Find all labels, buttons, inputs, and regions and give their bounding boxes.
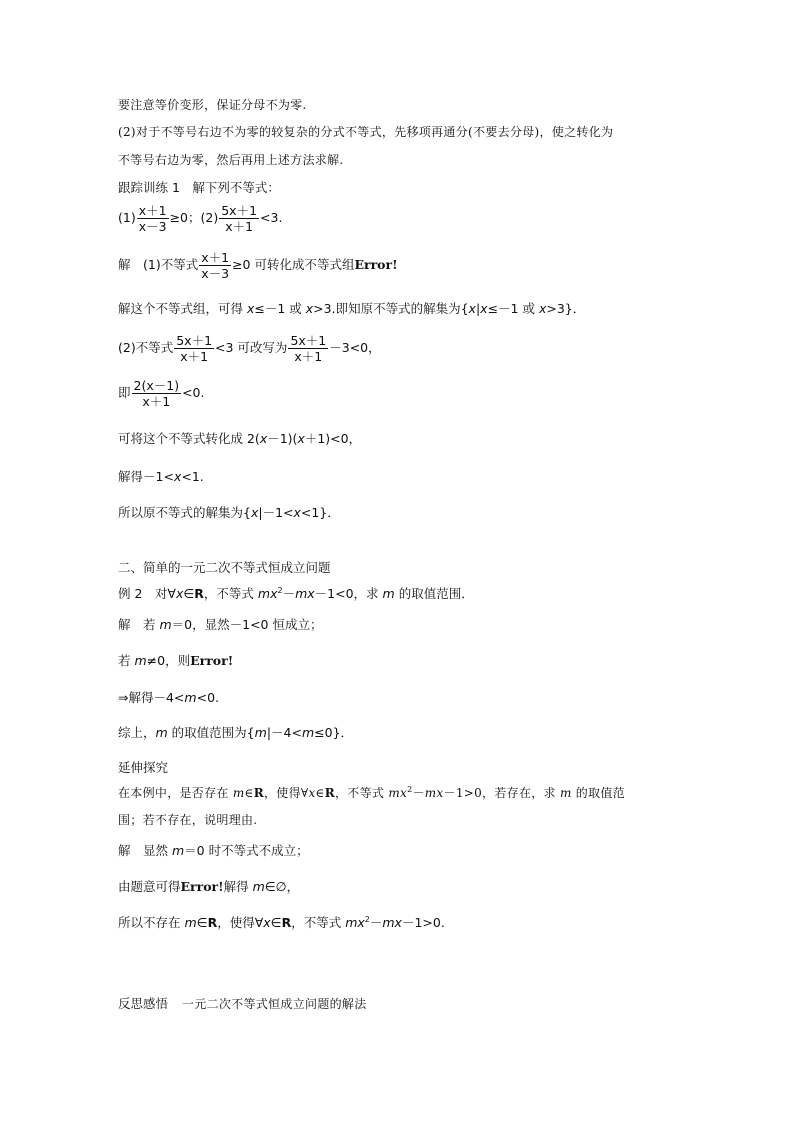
var: m (559, 786, 572, 800)
denominator: x－3 (201, 266, 230, 281)
error-text: Error! (180, 879, 224, 894)
text: 的取值范围为{ (167, 725, 255, 740)
text: >3.即知原不等式的解集为{ (313, 301, 469, 316)
text: 解 (1)不等式 (118, 257, 199, 272)
text: － (412, 786, 425, 800)
text: ∈ (315, 786, 325, 800)
var: m (252, 879, 265, 894)
numerator: x＋1 (201, 250, 230, 265)
exponent: 2 (407, 785, 413, 794)
numerator: 5x＋1 (176, 333, 213, 348)
solution-line (118, 504, 340, 522)
var: x (246, 301, 255, 316)
reflection-label: 反思感悟 (118, 996, 169, 1011)
var: x (263, 915, 271, 930)
denominator: x＋1 (180, 349, 209, 364)
var: m (382, 586, 395, 601)
text: ，使得∀ (263, 786, 309, 800)
set-symbol: R (207, 915, 218, 930)
text: ，使得∀ (217, 915, 264, 930)
var: x (468, 301, 476, 316)
fraction (199, 250, 231, 281)
solution-line (118, 616, 322, 634)
numerator: 5x＋1 (290, 333, 327, 348)
var: mx (257, 586, 278, 601)
var: m (184, 690, 197, 705)
text: 的取值范围． (394, 586, 474, 601)
var: mx (388, 786, 408, 800)
var: x (173, 469, 182, 484)
solution-line (118, 652, 233, 670)
text: 所以不存在 (118, 915, 185, 930)
var: m (254, 725, 267, 740)
var: mx (382, 915, 402, 930)
reflection-text: 一元二次不等式恒成立问题的解法 (182, 997, 367, 1011)
text: 可将这个不等式转化成 2( (118, 431, 260, 446)
denominator: x－3 (138, 219, 167, 234)
extension-title: 延伸探究 (118, 760, 169, 775)
text: －1)( (267, 431, 298, 446)
var: x (538, 301, 547, 316)
text: －3<0， (329, 340, 381, 355)
text: ⇒解得－4< (118, 690, 185, 705)
solution-line (118, 430, 361, 448)
var: mx (424, 786, 444, 800)
drill-question (118, 203, 282, 234)
text: 解得－1< (118, 469, 174, 484)
text: － (282, 586, 296, 601)
text: ∈ (270, 915, 282, 930)
text: ＝0 时不等式不成立； (184, 843, 309, 858)
set-symbol: R (324, 786, 335, 800)
var: x (175, 586, 184, 601)
q-text: <3. (260, 210, 283, 225)
text: －1<0，求 (314, 586, 383, 601)
error-text: Error! (190, 653, 234, 668)
text: 解得 (223, 879, 253, 894)
numerator: 5x＋1 (221, 203, 258, 218)
denominator: x＋1 (225, 219, 254, 234)
text-line: 不等号右边为零，然后再用上述方法求解. (118, 153, 344, 167)
section-heading: 二、简单的一元二次不等式恒成立问题 (118, 560, 331, 575)
exponent: 2 (364, 914, 370, 924)
text: |－4< (266, 725, 302, 740)
solution-line (118, 724, 353, 742)
set-symbol: R (281, 915, 292, 930)
text: (2)不等式 (118, 340, 174, 355)
denominator: x＋1 (294, 349, 323, 364)
text: | (475, 301, 481, 316)
extension-line (118, 784, 625, 802)
solution-line (118, 914, 445, 932)
denominator: x＋1 (142, 394, 171, 409)
text: ，不等式 (334, 786, 389, 800)
text: ＋1)<0， (304, 431, 362, 446)
drill-title: 跟踪训练 1 解下列不等式： (118, 180, 280, 195)
var: mx (295, 586, 315, 601)
numerator: x＋1 (138, 203, 167, 218)
text: ≥0 可转化成不等式组 (232, 257, 355, 272)
var: m (184, 915, 197, 930)
text: －1>0，若存在，求 (443, 786, 560, 800)
text: ∈ (196, 915, 208, 930)
var: m (232, 786, 245, 800)
fraction (219, 203, 259, 234)
text: ≤－1 或 (254, 301, 306, 316)
solution-line (118, 333, 381, 364)
text: 综上， (118, 725, 156, 740)
q-label: (1) (118, 210, 136, 225)
text: ≠0，则 (146, 653, 191, 668)
set-symbol: R (253, 786, 264, 800)
text: ，不等式 (291, 915, 346, 930)
var: m (134, 653, 147, 668)
text: －1>0. (401, 915, 445, 930)
text: ＝0，显然－1<0 恒成立； (171, 617, 323, 632)
solution-line (118, 300, 585, 318)
text-line: (2)对于不等号右边不为零的较复杂的分式不等式，先移项再通分(不要去分母)，使之转化为 (118, 125, 614, 139)
text: 在本例中，是否存在 (118, 786, 233, 800)
reflection-line (118, 995, 367, 1013)
text: － (369, 915, 383, 930)
text: ∈∅， (264, 879, 300, 894)
var: x (293, 505, 301, 520)
solution-line (118, 878, 299, 896)
text: >3}． (546, 301, 586, 316)
text: 的取值范 (571, 786, 625, 800)
var: x (308, 786, 316, 800)
text: ∈ (183, 586, 195, 601)
var: m (301, 725, 315, 740)
solution-line (118, 842, 309, 860)
var: m (171, 843, 185, 858)
text: |－1< (258, 505, 294, 520)
fraction (132, 378, 182, 409)
text: 即 (118, 385, 131, 400)
var: mx (345, 915, 365, 930)
fraction (288, 333, 328, 364)
text: <0. (196, 690, 219, 705)
solution-line (118, 689, 219, 707)
text: 解这个不等式组，可得 (118, 301, 247, 316)
var: x (250, 505, 259, 520)
extension-line: 围；若不存在，说明理由. (118, 813, 258, 827)
text: <3 可改写为 (215, 340, 288, 355)
numerator: 2(x－1) (133, 378, 180, 393)
var: x (297, 431, 305, 446)
var: m (155, 725, 168, 740)
text: <1}． (300, 505, 340, 520)
text: ≤－1 或 (487, 301, 539, 316)
text: 解 若 (118, 617, 160, 632)
var: x (259, 431, 268, 446)
fraction (174, 333, 214, 364)
fraction (137, 203, 169, 234)
solution-line (118, 250, 398, 281)
var: x (480, 301, 488, 316)
var: x (305, 301, 314, 316)
text: 例 2 对∀ (118, 586, 176, 601)
example-line (118, 585, 474, 603)
text-line: 要注意等价变形，保证分母不为零. (118, 98, 307, 112)
text: ，不等式 (203, 586, 258, 601)
text: 解 显然 (118, 843, 172, 858)
text: <1. (181, 469, 204, 484)
text: 由题意可得 (118, 879, 181, 894)
text: 所以原不等式的解集为{ (118, 505, 251, 520)
q-text: ≥0；(2) (169, 210, 219, 225)
text: ≤0}． (314, 725, 354, 740)
text: 若 (118, 653, 135, 668)
set-symbol: R (194, 586, 204, 601)
exponent: 2 (277, 585, 283, 595)
var: m (159, 617, 172, 632)
solution-line (118, 378, 204, 409)
text: <0. (182, 385, 205, 400)
text: ∈ (244, 786, 254, 800)
error-text: Error! (354, 257, 398, 272)
solution-line (118, 468, 204, 486)
